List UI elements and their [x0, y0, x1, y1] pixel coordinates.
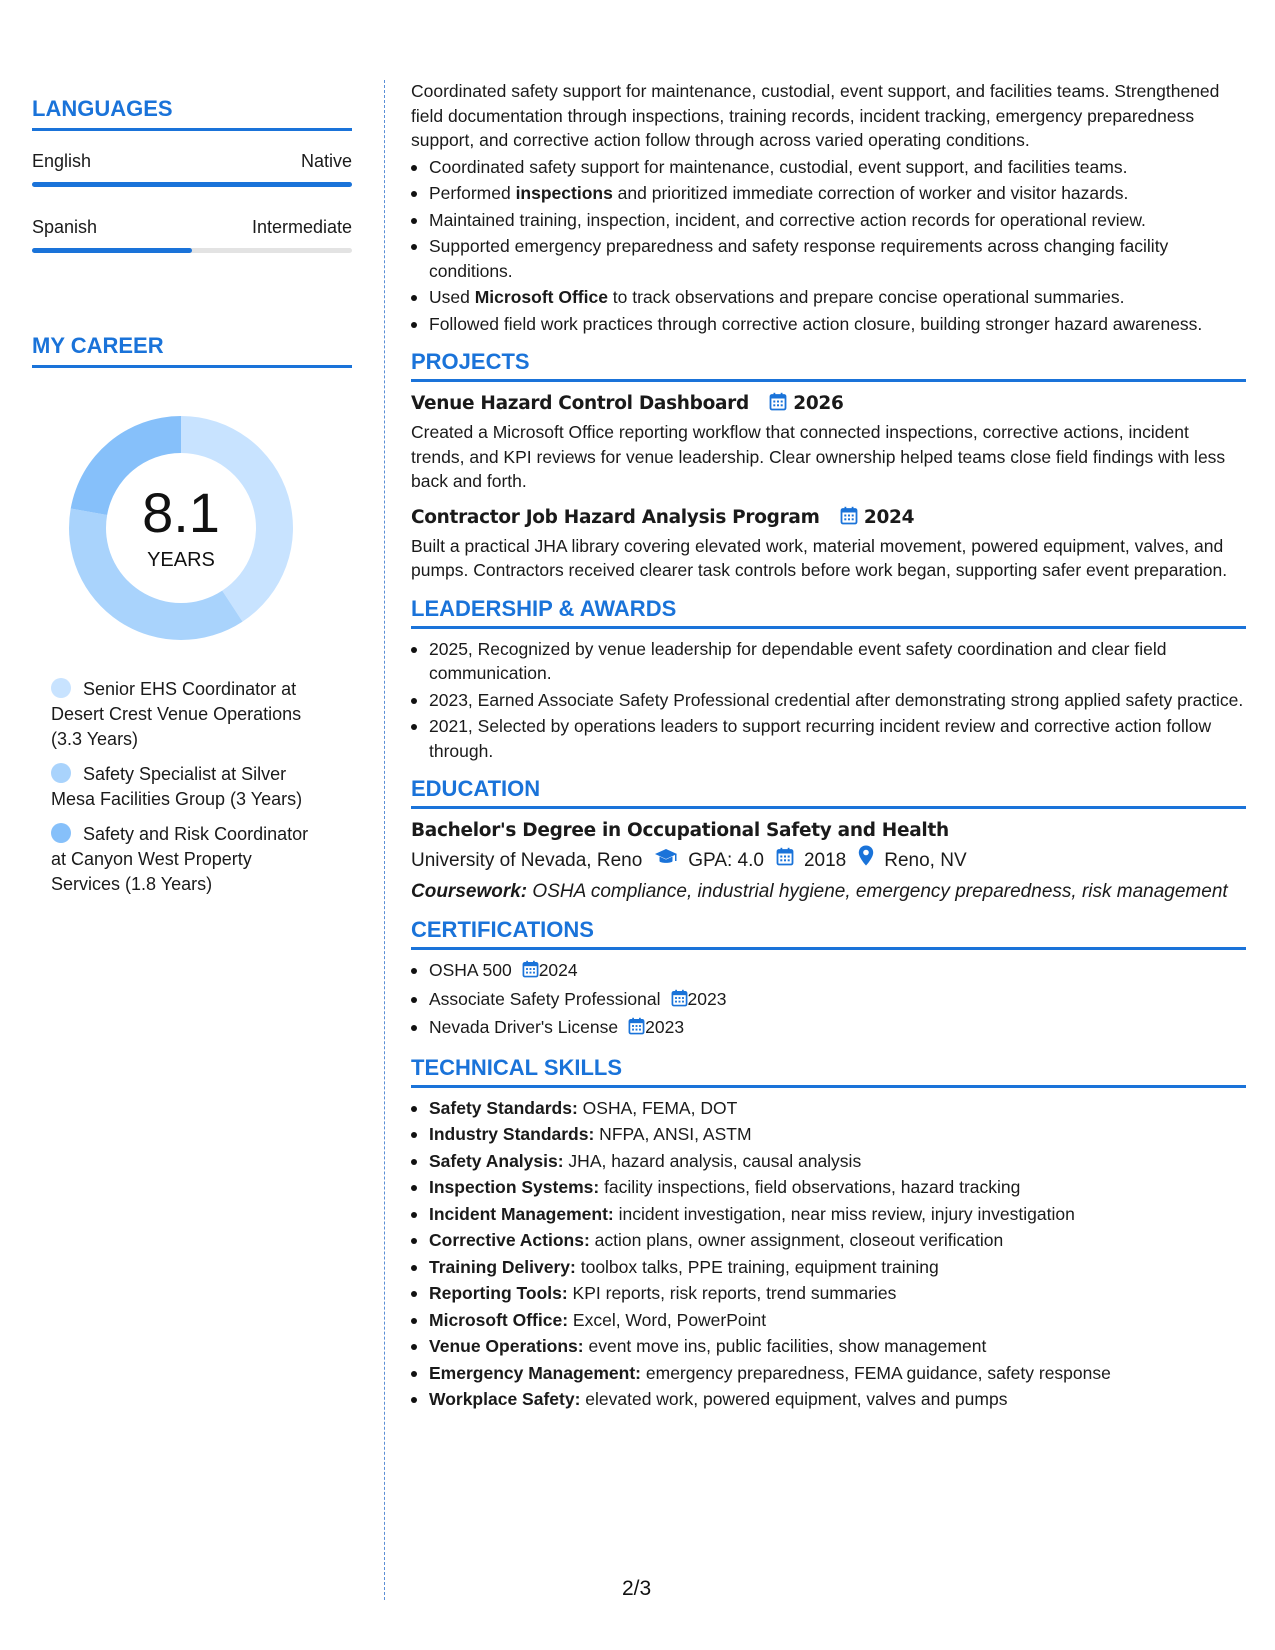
project-item	[411, 504, 1246, 583]
career-legend-item	[51, 762, 322, 812]
career-role: Senior EHS Coordinator at Desert Crest Venue Operations (3.3 Years)	[51, 679, 302, 749]
leadership-list	[411, 637, 1246, 764]
language-name: Spanish	[32, 217, 98, 237]
career-role: Safety Specialist at Silver Mesa Facilities Group (3 Years)	[51, 764, 303, 809]
projects-heading: PROJECTS	[411, 349, 1246, 382]
legend-dot	[51, 678, 71, 698]
experience-bullet: Performed inspections and prioritized immediate correction of worker and visitor hazards.	[411, 181, 1246, 206]
education-coursework: Coursework: OSHA compliance, industrial hygiene, emergency preparedness, risk management	[411, 881, 1228, 902]
sidebar	[32, 78, 352, 907]
project-description: Built a practical JHA library covering elevated work, material movement, powered equipment, valves, and pumps. Contractors received clearer task controls before work began, supporting safer event preparation.	[411, 535, 1228, 580]
project-description: Created a Microsoft Office reporting workflow that connected inspections, corrective actions, incident trends, and KPI reviews for venue leadership. Clear ownership helped teams close field findings with less back and forth.	[411, 422, 1226, 491]
certifications-heading: CERTIFICATIONS	[411, 917, 1246, 950]
leadership-heading: LEADERSHIP & AWARDS	[411, 596, 1246, 629]
career-role: Safety and Risk Coordinator at Canyon West Property Services (1.8 Years)	[51, 824, 309, 894]
leadership-item: 2025, Recognized by venue leadership for dependable event safety coordination and clear field communication.	[411, 637, 1246, 686]
calendar-icon	[776, 846, 794, 876]
skill-item: Inspection Systems: facility inspections, field observations, hazard tracking	[411, 1175, 1246, 1200]
leadership-item: 2021, Selected by operations leaders to support recurring incident review and corrective action follow through.	[411, 714, 1246, 763]
experience-bullet: Followed field work practices through corrective action closure, building stronger hazard awareness.	[411, 312, 1246, 337]
skill-item: Industry Standards: NFPA, ANSI, ASTM	[411, 1122, 1246, 1147]
education-gpa: GPA: 4.0	[688, 849, 764, 871]
certification-year: 2023	[645, 1017, 685, 1037]
skill-item: Microsoft Office: Excel, Word, PowerPoint	[411, 1308, 1246, 1333]
skill-item: Incident Management: incident investigation, near miss review, injury investigation	[411, 1202, 1246, 1227]
experience-bullet: Maintained training, inspection, incident, and corrective action records for operational review.	[411, 208, 1246, 233]
skill-item: Corrective Actions: action plans, owner assignment, closeout verification	[411, 1228, 1246, 1253]
skill-item: Reporting Tools: KPI reports, risk reports, trend summaries	[411, 1281, 1246, 1306]
certification-item: Nevada Driver's License 2023	[411, 1015, 1246, 1042]
page-number: 2/3	[622, 1577, 652, 1600]
career-legend-item	[51, 677, 322, 752]
skill-item: Emergency Management: emergency preparedness, FEMA guidance, safety response	[411, 1361, 1246, 1386]
technical-skills-list	[411, 1096, 1246, 1412]
certification-year: 2023	[687, 988, 727, 1009]
career-legend	[32, 677, 322, 897]
skill-item: Safety Analysis: JHA, hazard analysis, causal analysis	[411, 1149, 1246, 1174]
language-proficiency-bar	[32, 248, 352, 253]
certification-year: 2024	[538, 960, 578, 980]
skill-item: Safety Standards: OSHA, FEMA, DOT	[411, 1096, 1246, 1121]
column-divider	[384, 80, 385, 1600]
career-donut-chart	[66, 413, 296, 643]
career-total-years: 8.1	[142, 480, 220, 544]
experience-bullet: Supported emergency preparedness and safety response requirements across changing facility conditions.	[411, 234, 1246, 283]
project-year: 2026	[793, 393, 844, 414]
calendar-icon	[522, 960, 539, 985]
calendar-icon	[671, 989, 688, 1014]
experience-bullet: Used Microsoft Office to track observations and prepare concise operational summaries.	[411, 285, 1246, 310]
certification-item: Associate Safety Professional 2023	[411, 987, 1246, 1014]
project-year: 2024	[863, 506, 915, 528]
certifications-list	[411, 958, 1246, 1042]
education-school: University of Nevada, Reno	[411, 849, 643, 871]
education-details	[411, 845, 1246, 876]
languages-heading: LANGUAGES	[32, 78, 352, 131]
calendar-icon	[840, 506, 858, 534]
education-year: 2018	[803, 849, 847, 871]
experience-bullets	[411, 155, 1246, 337]
language-level: Intermediate	[251, 217, 352, 237]
certification-item: OSHA 500 2024	[411, 958, 1246, 985]
project-title: Contractor Job Hazard Analysis Program 2024	[411, 504, 1246, 534]
skill-item: Training Delivery: toolbox talks, PPE training, equipment training	[411, 1255, 1246, 1280]
education-degree: Bachelor's Degree in Occupational Safety and Health	[411, 820, 949, 841]
project-title: Venue Hazard Control Dashboard 2026	[411, 390, 1246, 420]
language-spanish	[32, 217, 352, 253]
language-level: Native	[300, 151, 352, 171]
career-heading: MY CAREER	[32, 315, 352, 368]
calendar-icon	[628, 1017, 645, 1042]
language-proficiency-fill	[32, 248, 192, 253]
language-name: English	[32, 151, 92, 171]
career-legend-item	[51, 822, 322, 897]
legend-dot	[51, 823, 71, 843]
skill-item: Workplace Safety: elevated work, powered equipment, valves and pumps	[411, 1387, 1246, 1412]
calendar-icon	[769, 392, 787, 420]
graduation-cap-icon	[654, 846, 678, 876]
project-item	[411, 390, 1246, 494]
legend-dot	[51, 763, 71, 783]
leadership-item: 2023, Earned Associate Safety Professional credential after demonstrating strong applied safety practice.	[411, 688, 1246, 713]
experience-bullet: Coordinated safety support for maintenance, custodial, event support, and facilities teams.	[411, 155, 1246, 180]
skill-item: Venue Operations: event move ins, public facilities, show management	[411, 1334, 1246, 1359]
technical-skills-heading: TECHNICAL SKILLS	[411, 1055, 1246, 1088]
language-english	[32, 151, 352, 187]
map-pin-icon	[858, 845, 874, 876]
education-heading: EDUCATION	[411, 776, 1246, 809]
career-years-label: YEARS	[147, 548, 215, 571]
main-content	[411, 79, 1246, 1414]
experience-summary: Coordinated safety support for maintenance, custodial, event support, and facilities teams. Strengthened field documentation through inspections, training records, incident tracking, emergency preparedness support, and corrective action follow through across varied operating conditions.	[411, 81, 1220, 150]
education-location: Reno, NV	[884, 849, 967, 871]
